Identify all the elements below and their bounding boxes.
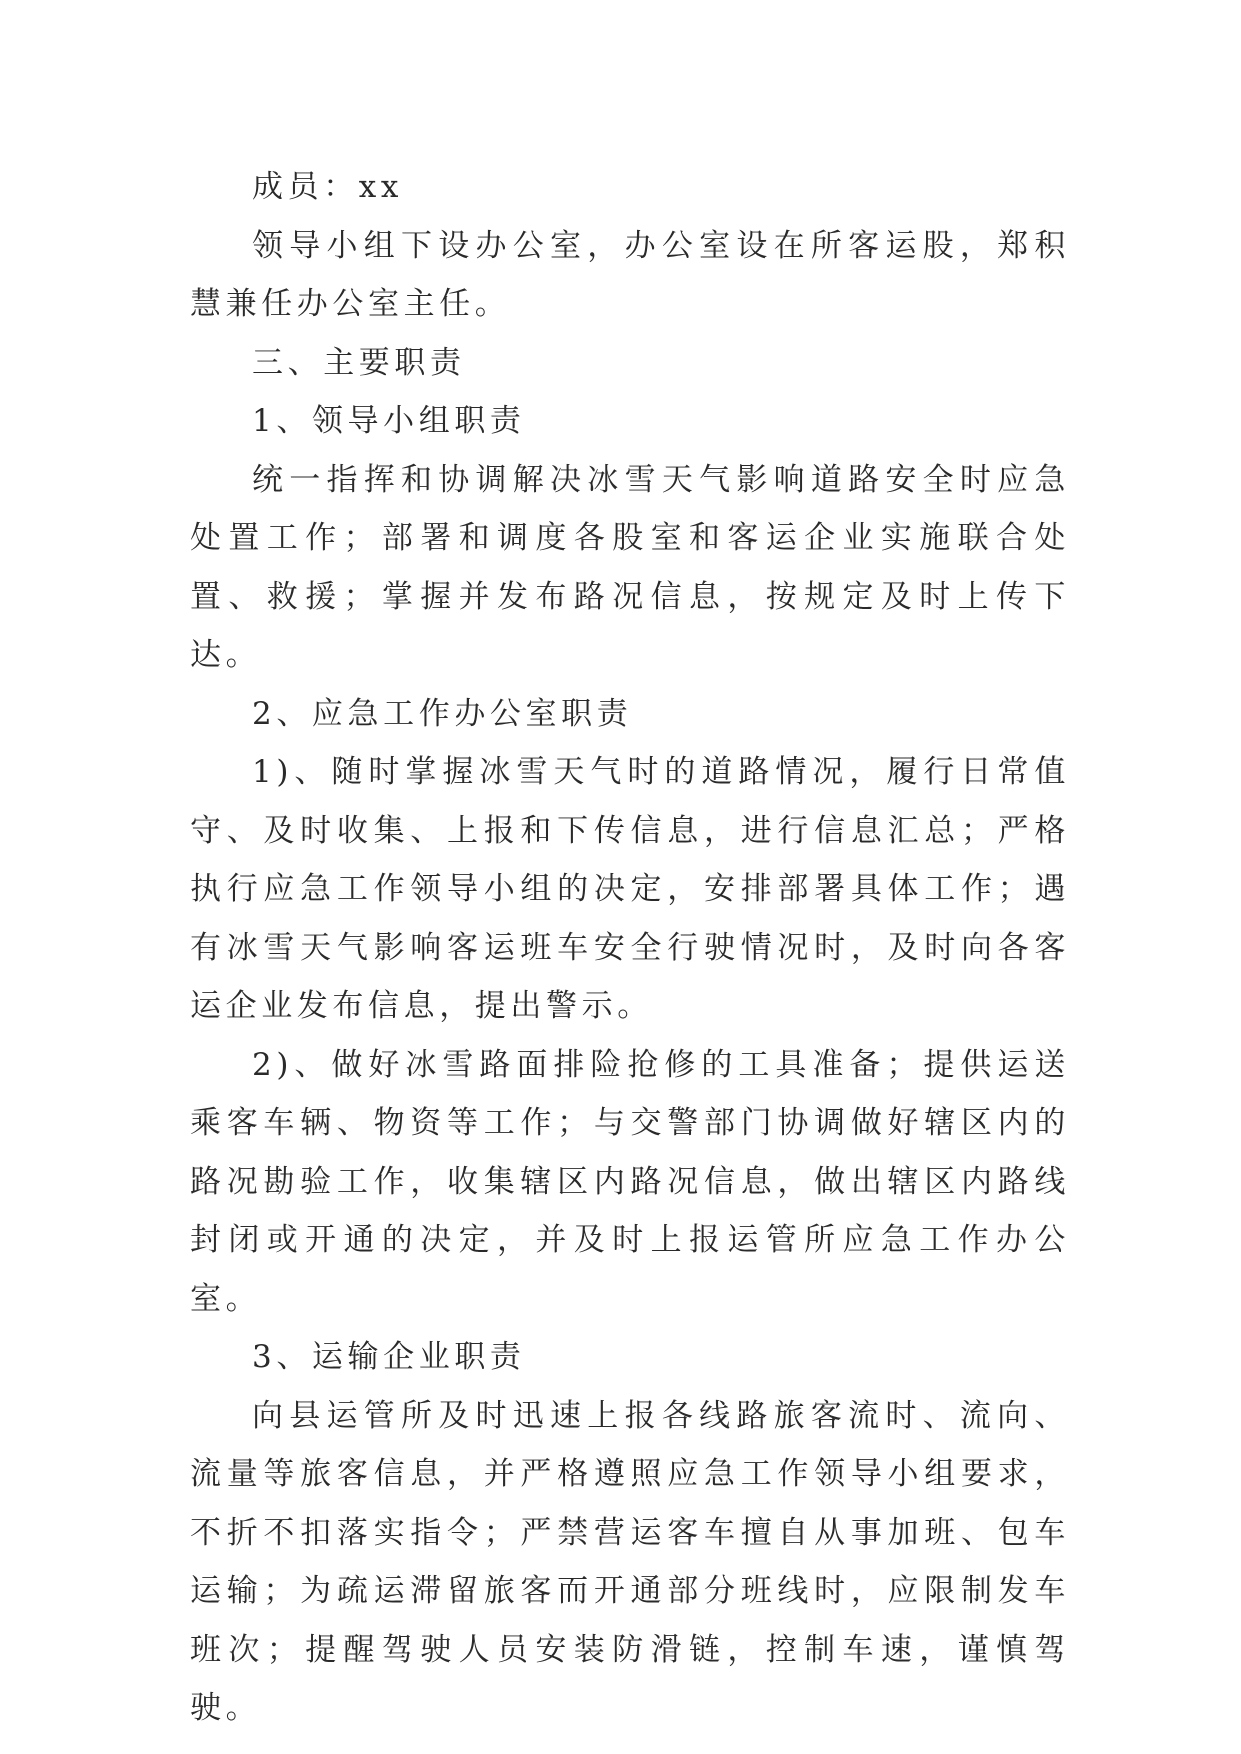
paragraph-members: 成员：xx (252, 169, 403, 205)
subheading-office-duties: 2、应急工作办公室职责 (252, 695, 633, 732)
paragraph-transport-enterprise-duties: 向县运管所及时迅速上报各线路旅客流时、流向、流量等旅客信息，并严格遵照应急工作领导小组要求，不折不扣落实指令；严禁营运客车擅自从事加班、包车运输；为疏运滞留旅客而开通部分班线时，应限制发车班次；提醒驾驶人员安装防滑链，控制车速，谨慎驾驶。 (190, 1397, 1070, 1726)
document-body (190, 158, 1070, 1738)
paragraph-office-duty-2: 2)、做好冰雪路面排险抢修的工具准备；提供运送乘客车辆、物资等工作；与交警部门协调做好辖区内的路况勘验工作，收集辖区内路况信息，做出辖区内路线封闭或开通的决定，并及时上报运管所应急工作办公室。 (190, 1046, 1070, 1317)
section-heading-duties: 三、主要职责 (252, 344, 466, 381)
paragraph-leading-group-duties: 统一指挥和协调解决冰雪天气影响道路安全时应急处置工作；部署和调度各股室和客运企业实施联合处置、救援；掌握并发布路况信息，按规定及时上传下达。 (190, 461, 1070, 673)
subheading-leading-group-duties: 1、领导小组职责 (252, 403, 526, 439)
subheading-transport-enterprise-duties: 3、运输企业职责 (252, 1339, 526, 1375)
paragraph-office-setup: 领导小组下设办公室，办公室设在所客运股，郑积慧兼任办公室主任。 (190, 227, 1070, 322)
paragraph-office-duty-1: 1)、随时掌握冰雪天气时的道路情况，履行日常值守、及时收集、上报和下传信息，进行信息汇总；严格执行应急工作领导小组的决定，安排部署具体工作；遇有冰雪天气影响客运班车安全行驶情况时，及时向各客运企业发布信息，提出警示。 (190, 754, 1070, 1024)
